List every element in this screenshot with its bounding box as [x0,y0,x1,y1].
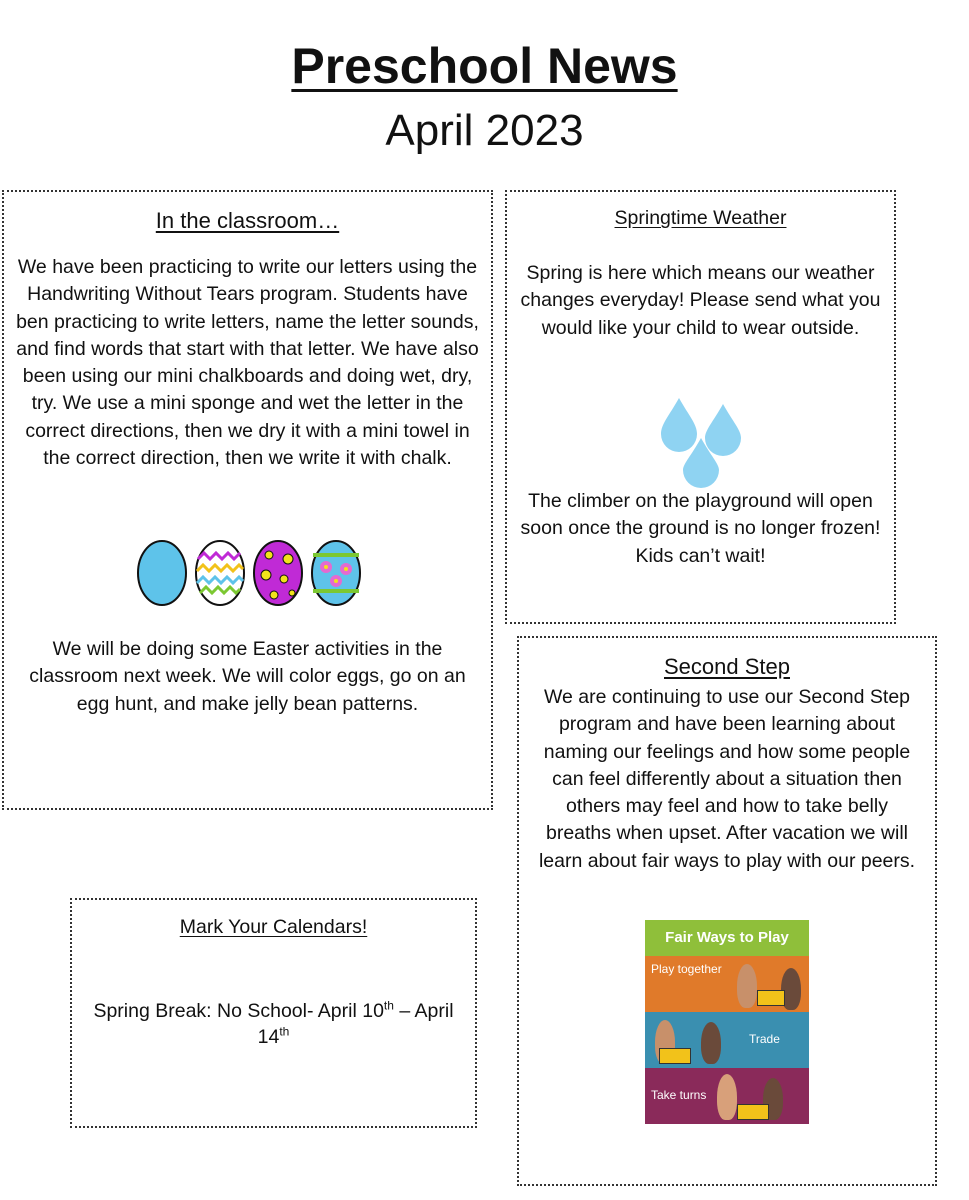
newsletter-title: Preschool News [291,38,678,94]
poster-band-take-turns [645,1068,809,1124]
weather-paragraph-1: Spring is here which means our weather changes everyday! Please send what you would like your child to wear outside. [520,262,881,339]
poster-label-take-turns: Take turns [651,1088,707,1102]
classroom-section [2,190,493,810]
second-step-paragraph: We are continuing to use our Second Step program and have been learning about naming our feelings and how some people can feel differently about a situation then others may feel and how to take belly breaths when upset. After vacation we will learn about fair ways to play with our peers. [538,686,916,872]
weather-heading: Springtime Weather [614,207,787,229]
child-figure [717,1074,737,1120]
calendar-heading: Mark Your Calendars! [179,916,368,938]
child-figure [737,964,757,1008]
poster-band-trade [645,1012,809,1068]
fair-ways-to-play-poster [645,920,809,1126]
toy-truck [757,990,785,1006]
second-step-section [517,636,937,1186]
calendar-section [70,898,477,1128]
child-figure [701,1022,721,1064]
poster-title: Fair Ways to Play [645,920,809,956]
egg-icon [196,541,244,605]
weather-section [505,190,896,624]
toy-truck [659,1048,691,1064]
newsletter-date: April 2023 [385,106,584,155]
classroom-paragraph-1: We have been practicing to write our letters using the Handwriting Without Tears program. Students have ben practicing to write letters, name the letter sounds, and find words that start with that letter. We have also been using our mini chalkboards and doing wet, dry, try. We use a mini sponge and wet the letter in the correct directions, then we dry it with a mini towel in the correct direction, then we write it with chalk. [16,256,479,470]
weather-paragraph-2: The climber on the playground will open soon once the ground is no longer frozen! Kids can’t wait! [520,490,881,567]
egg-icon [138,541,186,605]
egg-icon [312,541,360,605]
toy-truck [737,1104,769,1120]
raindrops-icon [659,394,745,488]
easter-eggs-illustration [136,537,364,609]
classroom-paragraph-2: We will be doing some Easter activities in the classroom next week. We will color eggs, go on an egg hunt, and make jelly bean patterns. [29,638,466,715]
poster-label-play-together: Play together [651,962,722,976]
second-step-heading: Second Step [664,654,790,679]
poster-band-play-together [645,956,809,1012]
classroom-heading: In the classroom… [155,208,340,233]
spring-break-note: Spring Break: No School- April 10th – April 14th [93,998,454,1048]
poster-label-trade: Trade [749,1032,780,1046]
